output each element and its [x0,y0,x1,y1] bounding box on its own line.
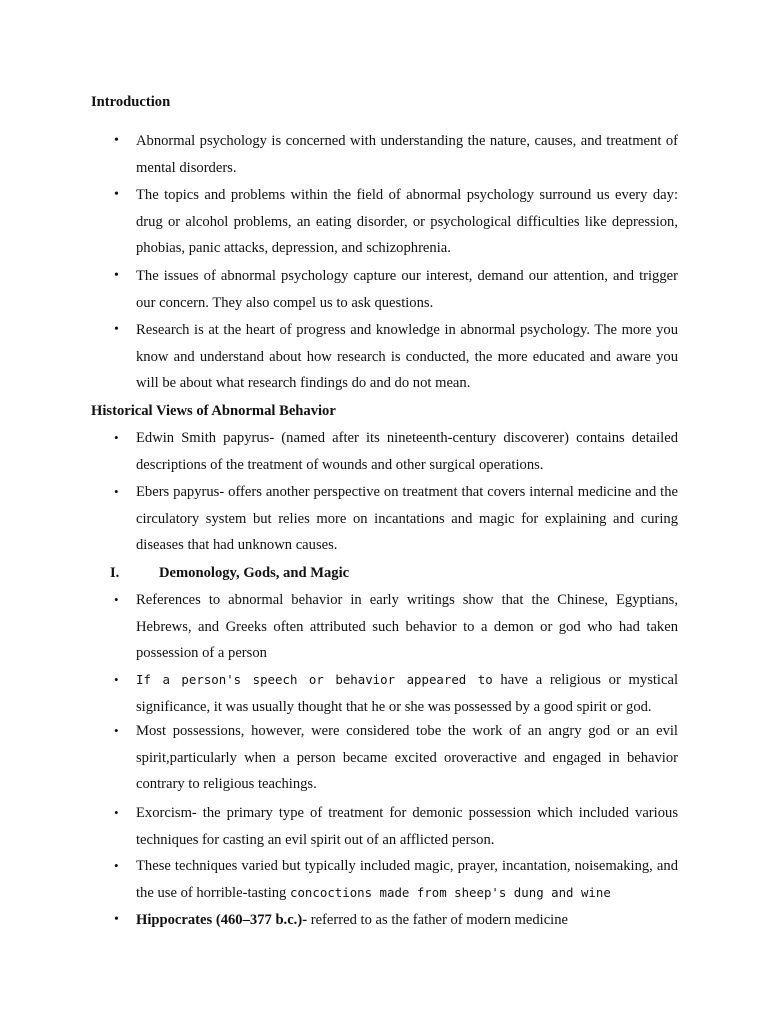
list-item [114,907,678,934]
bullet-marker: • [114,723,119,738]
bullet-text: have a religious or mystical significance, it was usually thought that he or she was possessed by a good spirit or god. [136,672,678,715]
bullet-marker: • [114,322,119,337]
list-item [114,263,678,316]
bullet-marker: • [114,912,119,927]
bullet-marker: • [114,484,119,499]
list-item [114,853,678,906]
bullet-marker: • [114,187,119,202]
bullet-text: Ebers papyrus- offers another perspective on treatment that covers internal medicine and the circulatory system but relies more on incantations and magic for explaining and curing diseases that had unknown causes. [136,484,678,554]
bullet-text: Research is at the heart of progress and knowledge in abnormal psychology. The more you know and understand about how research is conducted, the more educated and aware you will be about what research findings do and do not mean. [136,322,678,392]
list-item [114,128,678,181]
list-item [114,317,678,397]
introduction-heading: Introduction [91,94,171,110]
bullet-text: Abnormal psychology is concerned with understanding the nature, causes, and treatment of mental disorders. [136,133,678,176]
list-item [114,479,678,559]
bullet-marker: • [114,805,119,820]
bullet-text: These techniques varied but typically included magic, prayer, incantation, noisemaking, and the use of horrible-tasting [136,858,678,901]
bullet-marker: • [114,672,119,687]
bullet-text-bold: Hippocrates (460–377 b.c.)- [136,912,308,928]
list-item [114,667,678,720]
bullet-marker: • [114,858,119,873]
list-item [114,425,678,478]
bullet-text-mono: concoctions made from sheep's dung and wine [290,884,611,900]
historical-heading: Historical Views of Abnormal Behavior [91,403,336,419]
bullet-marker: • [114,133,119,148]
list-item [114,718,678,798]
bullet-marker: • [114,268,119,283]
bullet-marker: • [114,430,119,445]
bullet-text: The topics and problems within the field of abnormal psychology surround us every day: drug or alcohol problems, an eating disorder, or psychological difficulties like depression, phobias, panic attacks, depression, and schizophrenia. [136,187,678,257]
section-title: Demonology, Gods, and Magic [159,565,350,581]
bullet-marker: • [114,592,119,607]
bullet-text: References to abnormal behavior in early writings show that the Chinese, Egyptians, Hebrews, and Greeks often attributed such behavior to a demon or god who had taken possession of a person [136,592,678,662]
bullet-text: referred to as the father of modern medicine [307,912,569,928]
section-heading [110,564,349,582]
list-item [114,800,678,853]
bullet-text: Most possessions, however, were considered tobe the work of an angry god or an evil spirit,particularly when a person became excited oroveractive and engaged in behavior contrary to religious teachings. [136,723,678,793]
list-item [114,587,678,667]
bullet-text: Edwin Smith papyrus- (named after its nineteenth-century discoverer) contains detailed descriptions of the treatment of wounds and other surgical operations. [136,430,678,473]
section-number: I. [110,565,120,581]
bullet-text-mono: If a person's speech or behavior appeared to [136,672,493,687]
bullet-text: The issues of abnormal psychology capture our interest, demand our attention, and trigger our concern. They also compel us to ask questions. [136,268,678,311]
bullet-text: Exorcism- the primary type of treatment for demonic possession which included various techniques for casting an evil spirit out of an afflicted person. [136,805,678,848]
list-item [114,182,678,262]
